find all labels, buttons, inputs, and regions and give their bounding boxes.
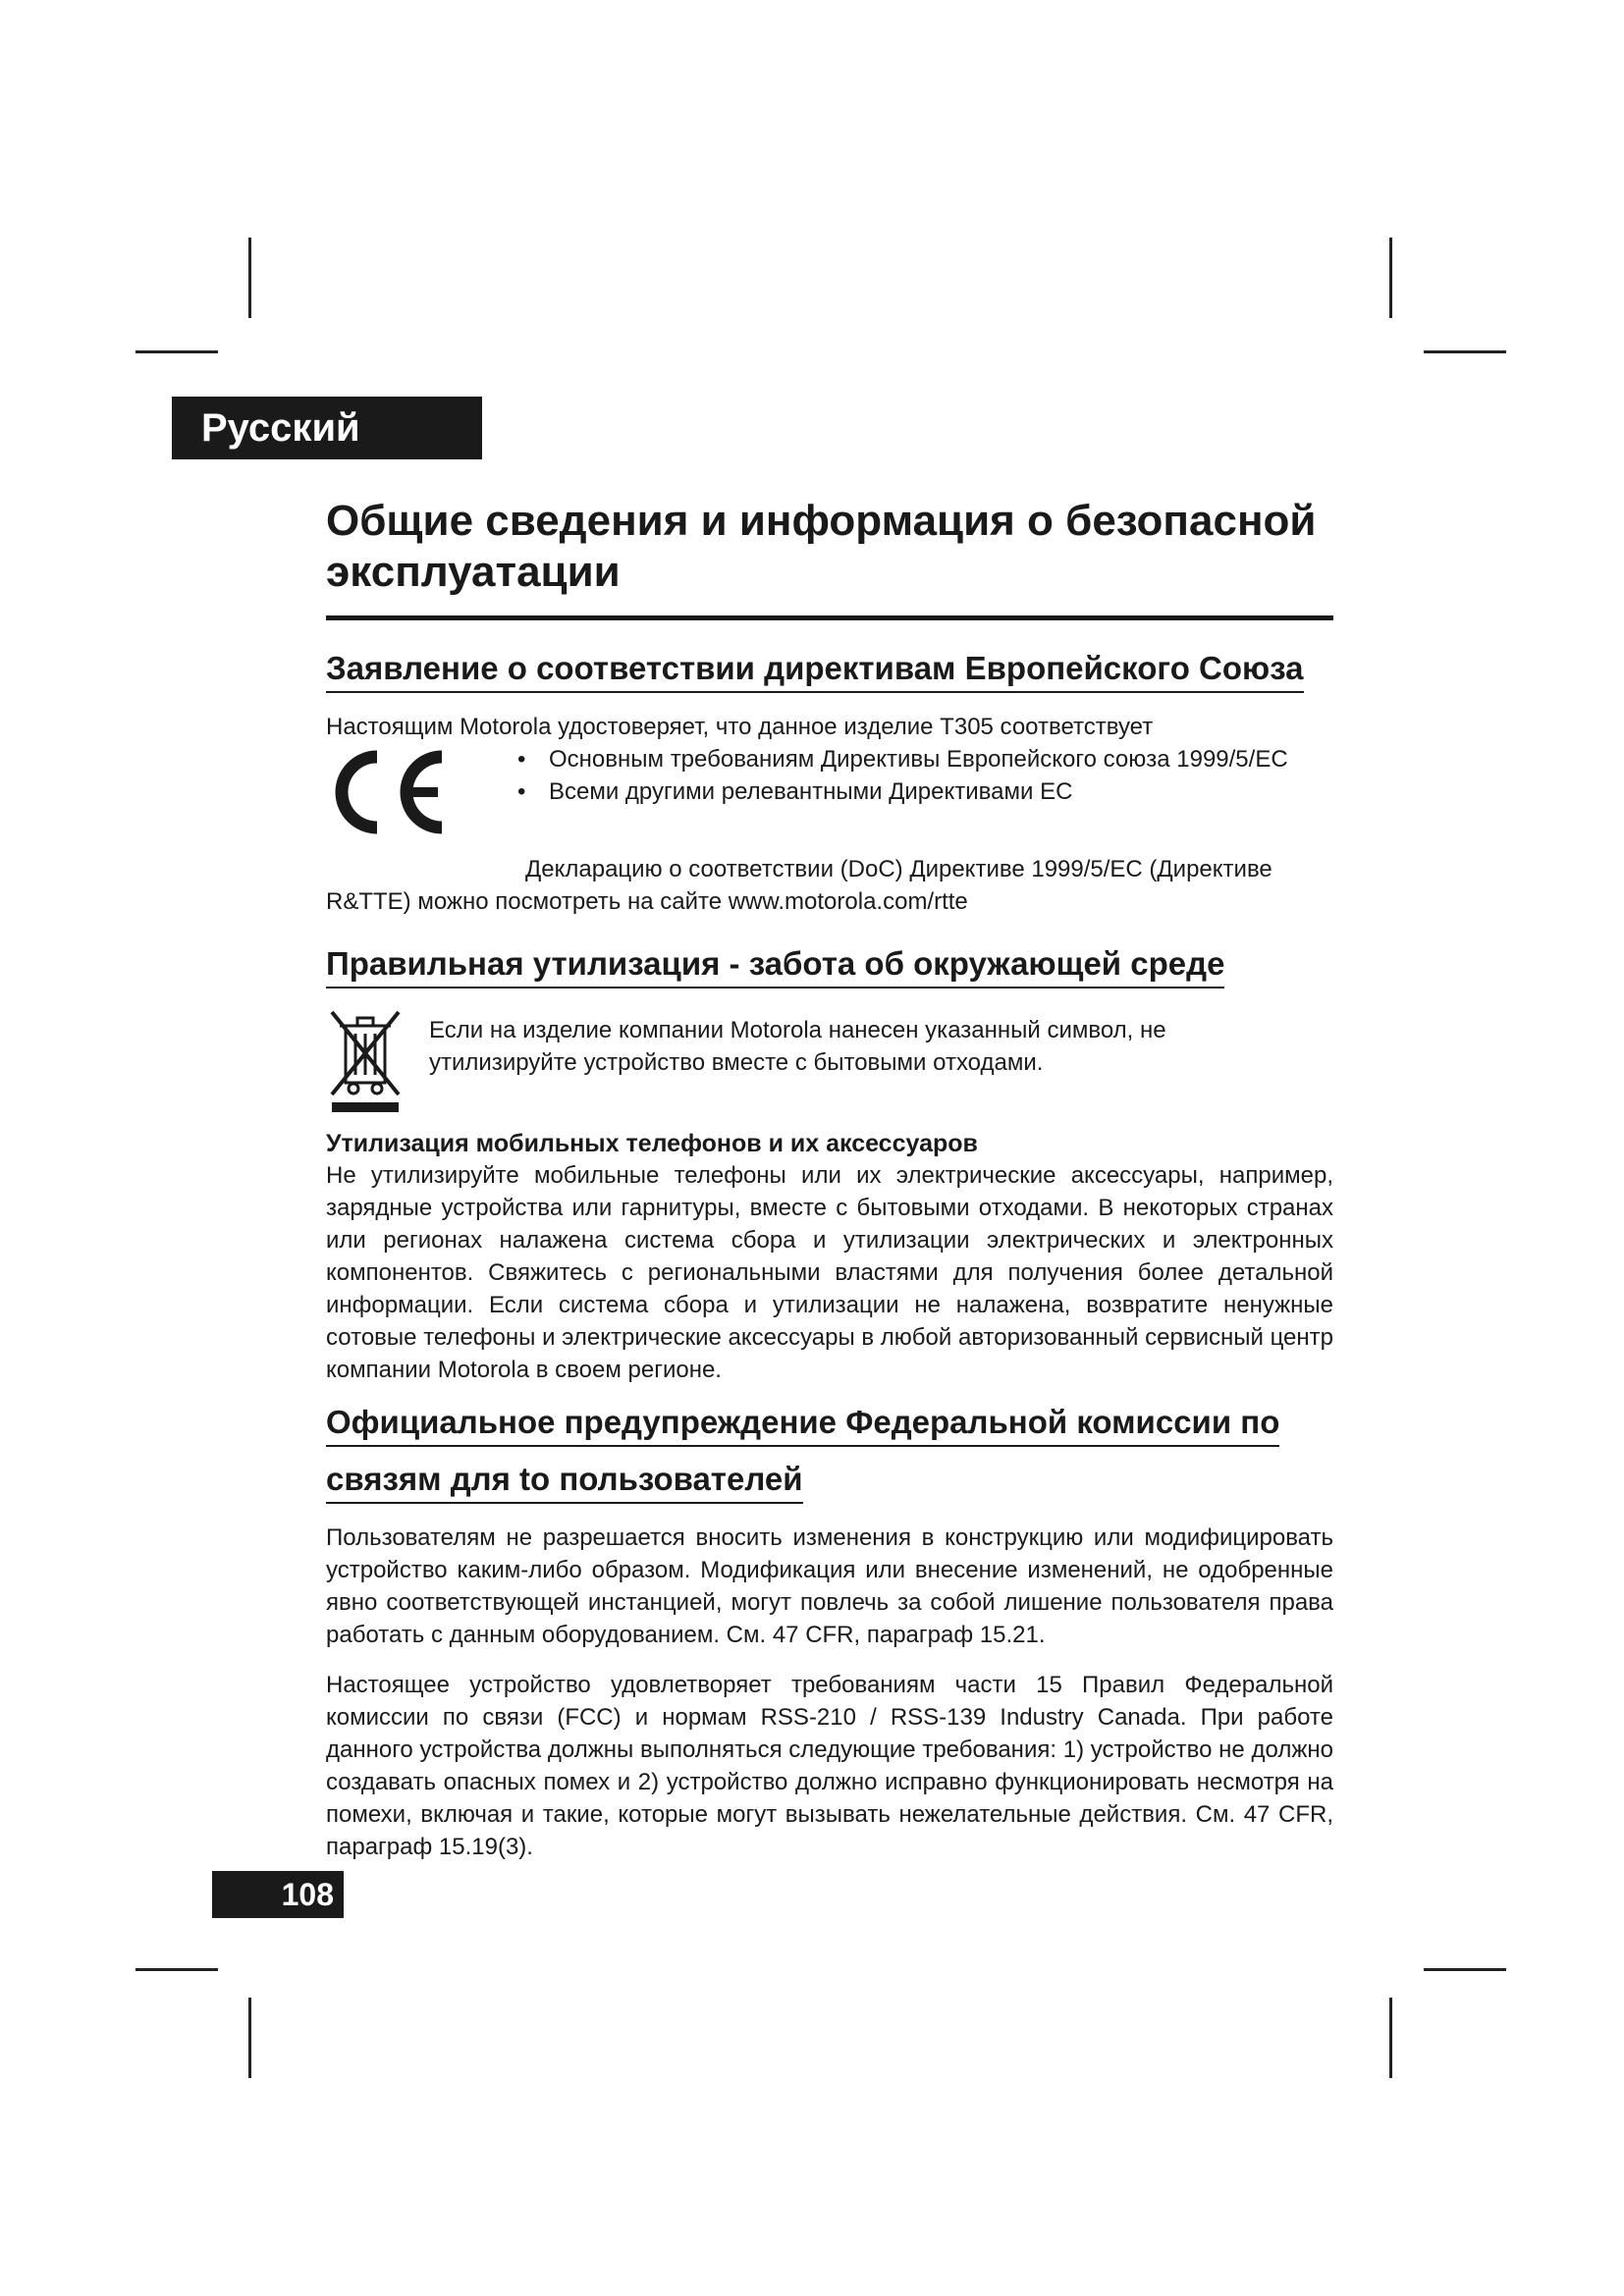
crossed-bin-icon [326, 1006, 405, 1114]
crop-mark-top-left-h [135, 350, 218, 353]
fcc-section [326, 1402, 1333, 1863]
fcc-heading-line-2: связям для to пользователей [326, 1459, 803, 1504]
weee-text [429, 1014, 1166, 1079]
fcc-paragraph-1: Пользователям не разрешается вносить изменения в конструкцию или модифицировать устройство каким-либо образом. Модификация или внесение изменений, не одобренные явно соответствующей инстанцией, могут повлечь за собой лишение пользователя права работать с данным оборудованием. См. 47 CFR, параграф 15.21. [326, 1524, 1333, 1648]
list-item: • Всеми другими релевантными Директивами EC [517, 778, 1073, 805]
fcc-heading-line-1: Официальное предупреждение Федеральной комиссии по [326, 1402, 1279, 1447]
weee-line-2: утилизируйте устройство вместе с бытовыми отходами. [429, 1049, 1044, 1076]
weee-row [326, 1006, 1333, 1120]
crop-mark-top-right-v [1389, 238, 1392, 318]
disposal-paragraph: Не утилизируйте мобильные телефоны или их электрические аксессуары, например, зарядные устройства или гарнитуры, вместе с бытовыми отходами. В некоторых странах или регионах налажена система сбора и утилизации электрических и электронных компонентов. Свяжитесь с региональными властями для получения более детальной информации. Если система сбора и утилизации не налажена, возвратите ненужные сотовые телефоны и электрические аксессуары в любой авторизованный сервисный центр компании Motorola в своем регионе. [326, 1162, 1333, 1383]
crop-mark-bottom-left-h [135, 1968, 218, 1971]
page-number: 108 [212, 1871, 344, 1918]
disposal-subheading: Утилизация мобильных телефонов и их аксессуаров [326, 1130, 978, 1157]
crop-mark-top-right-h [1424, 350, 1506, 353]
eu-heading: Заявление о соответствии директивам Европейского Союза [326, 648, 1304, 693]
page-content [326, 496, 1333, 1863]
language-tab: Русский [172, 397, 482, 459]
page-title: Общие сведения и информация о безопасной эксплуатации [326, 496, 1333, 620]
ce-mark-icon [326, 743, 454, 841]
ce-row [326, 743, 1333, 853]
fcc-paragraph-2: Настоящее устройство удовлетворяет требованиям части 15 Правил Федеральной комиссии по связи (FCC) и нормам RSS-210 / RSS-139 Industry Canada. При работе данного устройства должны выполняться следующие требования: 1) устройство не должно создавать опасных помех и 2) устройство должно исправно функционировать несмотря на помехи, включая и такие, которые могут вызывать нежелательные действия. См. 47 CFR, параграф 15.19(3). [326, 1672, 1333, 1860]
disposal-section [326, 943, 1333, 1386]
crop-mark-bottom-left-v [248, 1998, 251, 2078]
eu-section [326, 648, 1333, 918]
eu-bullet-list [517, 743, 1288, 808]
crop-mark-bottom-right-h [1424, 1968, 1506, 1971]
eu-intro: Настоящим Motorola удостоверяет, что данное изделие T305 соответствует [326, 714, 1154, 740]
disposal-heading: Правильная утилизация - забота об окружающей среде [326, 943, 1224, 988]
crop-mark-bottom-right-v [1389, 1998, 1392, 2078]
list-item: • Основным требованиям Директивы Европейского союза 1999/5/EC [517, 746, 1288, 773]
crop-mark-top-left-v [248, 238, 251, 318]
doc-line-2: R&TTE) можно посмотреть на сайте www.motorola.com/rtte [326, 888, 968, 915]
doc-line-1: Декларацию о соответствии (DoC) Директиве 1999/5/EC (Директиве [525, 856, 1272, 882]
weee-line-1: Если на изделие компании Motorola нанесен указанный символ, не [429, 1017, 1166, 1043]
